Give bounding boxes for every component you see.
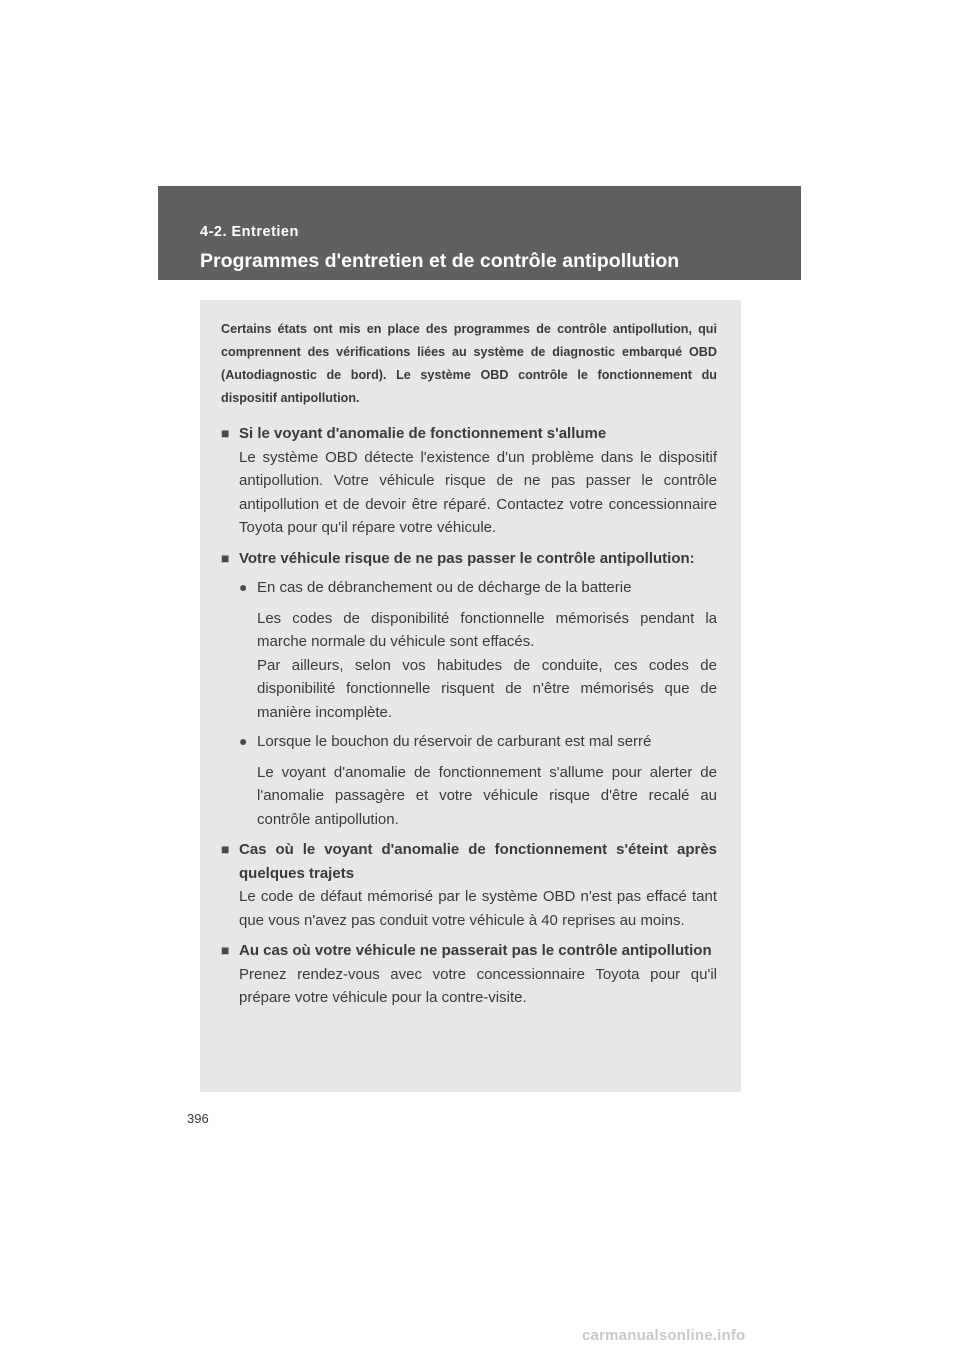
circle-bullet-icon: ● [239,733,248,749]
bullet-title-text: Lorsque le bouchon du réservoir de carburant est mal serré [257,733,652,750]
circle-bullet-icon: ● [239,579,248,595]
section-light-turns-off [221,838,717,932]
section-title-text: Cas où le voyant d'anomalie de fonctionnement s'éteint après quelques trajets [239,841,717,882]
page-number: 396 [187,1111,209,1126]
chapter-header [158,186,801,280]
intro-paragraph: Certains états ont mis en place des programmes de contrôle antipollution, qui comprennent des vérifications liées au système de diagnostic embarqué OBD (Autodiagnostic de bord). Le système OBD contrôle le fonctionnement du dispositif antipollution. [221,322,717,405]
square-bullet-icon: ■ [221,549,230,566]
section-body: Prenez rendez-vous avec votre concessionnaire Toyota pour qu'il prépare votre véhicule pour la contre-visite. [239,965,717,1006]
square-bullet-icon: ■ [221,841,230,857]
square-bullet-icon: ■ [221,425,230,441]
section-title-text: Au cas où votre véhicule ne passerait pas le contrôle antipollution [239,942,712,959]
section-label: 4-2. Entretien [200,224,299,240]
bullet-body: Les codes de disponibilité fonctionnelle mémorisés pendant la marche normale du véhicule sont effacés. [257,609,717,650]
section-malfunction-light-on [221,422,717,540]
page-title: Programmes d'entretien et de contrôle antipollution [200,250,680,272]
section-failed-inspection [221,939,717,1010]
content-box [200,300,741,1092]
section-title [221,547,717,571]
bullet-body: Par ailleurs, selon vos habitudes de conduite, ces codes de disponibilité fonctionnelle risquent de n'être mémorisés que de manière incomplète. [257,656,717,721]
watermark-site: carmanualsonline.info [582,1327,746,1344]
bullet-item [239,730,717,754]
square-bullet-icon: ■ [221,942,230,958]
section-title [221,422,717,446]
section-title-text: Si le voyant d'anomalie de fonctionnement s'allume [239,425,607,442]
bullet-body: Le voyant d'anomalie de fonctionnement s'allume pour alerter de l'anomalie passagère et votre véhicule risque d'être recalé au contrôle antipollution. [257,763,717,828]
section-body: Le système OBD détecte l'existence d'un problème dans le dispositif antipollution. Votre véhicule risque de ne pas passer le contrôle antipollution et de devoir être réparé. Contactez votre concessionnaire Toyota pour qu'il répare votre véhicule. [239,448,717,536]
bullet-title-text: En cas de débranchement ou de décharge de la batterie [257,579,632,596]
section-title [221,939,717,963]
section-title-text: Votre véhicule risque de ne pas passer le contrôle antipollution: [239,549,695,567]
bullet-item [239,576,717,600]
section-body: Le code de défaut mémorisé par le système OBD n'est pas effacé tant que vous n'avez pas conduit votre véhicule à 40 reprises au moins. [239,888,717,929]
section-title [221,838,717,885]
section-may-fail-inspection [221,547,717,832]
